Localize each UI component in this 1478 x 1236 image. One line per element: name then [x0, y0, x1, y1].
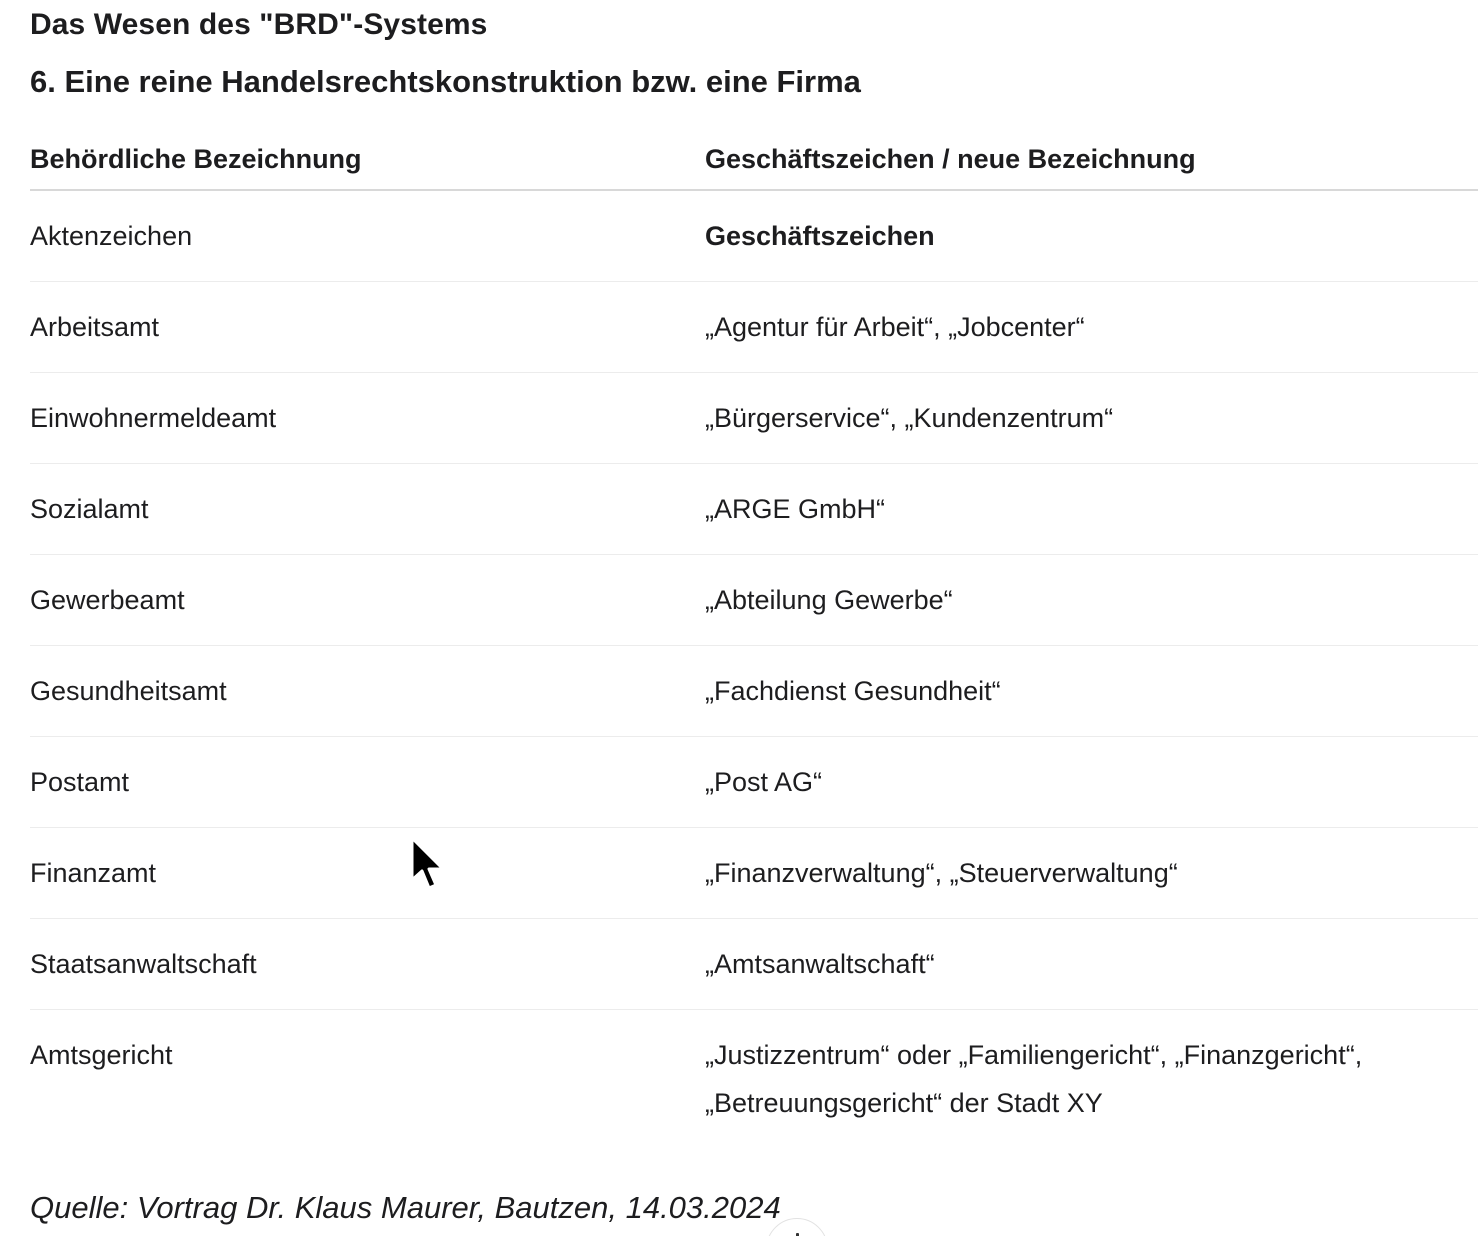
source-citation: Quelle: Vortrag Dr. Klaus Maurer, Bautzen, 14.03.2024 — [30, 1190, 781, 1225]
table-row — [30, 191, 1478, 282]
header-business-name: Geschäftszeichen / neue Bezeichnung — [705, 144, 1196, 174]
row-authority: Postamt — [30, 767, 130, 797]
table-row — [30, 646, 1478, 737]
row-authority: Aktenzeichen — [30, 221, 193, 251]
section-title: 6. Eine reine Handelsrechtskonstruktion bzw. eine Firma — [30, 64, 861, 99]
row-business: „Abteilung Gewerbe“ — [705, 585, 953, 615]
row-business: „Amtsanwaltschaft“ — [705, 949, 935, 979]
header-authority-name: Behördliche Bezeichnung — [30, 144, 362, 174]
row-business: „Bürgerservice“, „Kundenzentrum“ — [705, 403, 1114, 433]
mouse-pointer-icon — [408, 836, 448, 896]
comparison-table — [30, 130, 1478, 1148]
row-business: „Finanzverwaltung“, „Steuerverwaltung“ — [705, 858, 1178, 888]
row-business-line: „Betreuungsgericht“ der Stadt XY — [705, 1088, 1103, 1118]
row-business: „Fachdienst Gesundheit“ — [705, 676, 1001, 706]
row-business: „ARGE GmbH“ — [705, 494, 886, 524]
row-authority: Gewerbeamt — [30, 585, 185, 615]
table-row — [30, 282, 1478, 373]
row-authority: Amtsgericht — [30, 1040, 173, 1070]
row-authority: Einwohnermeldeamt — [30, 403, 277, 433]
table-row — [30, 555, 1478, 646]
table-row — [30, 919, 1478, 1010]
table-row — [30, 1010, 1478, 1148]
row-authority: Staatsanwaltschaft — [30, 949, 257, 979]
row-authority: Arbeitsamt — [30, 312, 160, 342]
row-business: „Post AG“ — [705, 767, 823, 797]
row-authority: Finanzamt — [30, 858, 157, 888]
row-authority: Sozialamt — [30, 494, 149, 524]
row-authority: Gesundheitsamt — [30, 676, 227, 706]
row-business — [705, 1010, 1478, 1148]
row-business-line: „Justizzentrum“ oder „Familiengericht“, „Finanzgericht“, — [705, 1040, 1363, 1070]
table-row — [30, 828, 1478, 919]
row-business: Geschäftszeichen — [705, 221, 935, 251]
table-row — [30, 373, 1478, 464]
table-row — [30, 737, 1478, 828]
document-title: Das Wesen des "BRD"-Systems — [30, 8, 488, 41]
table-header — [30, 130, 1478, 191]
row-business: „Agentur für Arbeit“, „Jobcenter“ — [705, 312, 1085, 342]
table-row — [30, 464, 1478, 555]
